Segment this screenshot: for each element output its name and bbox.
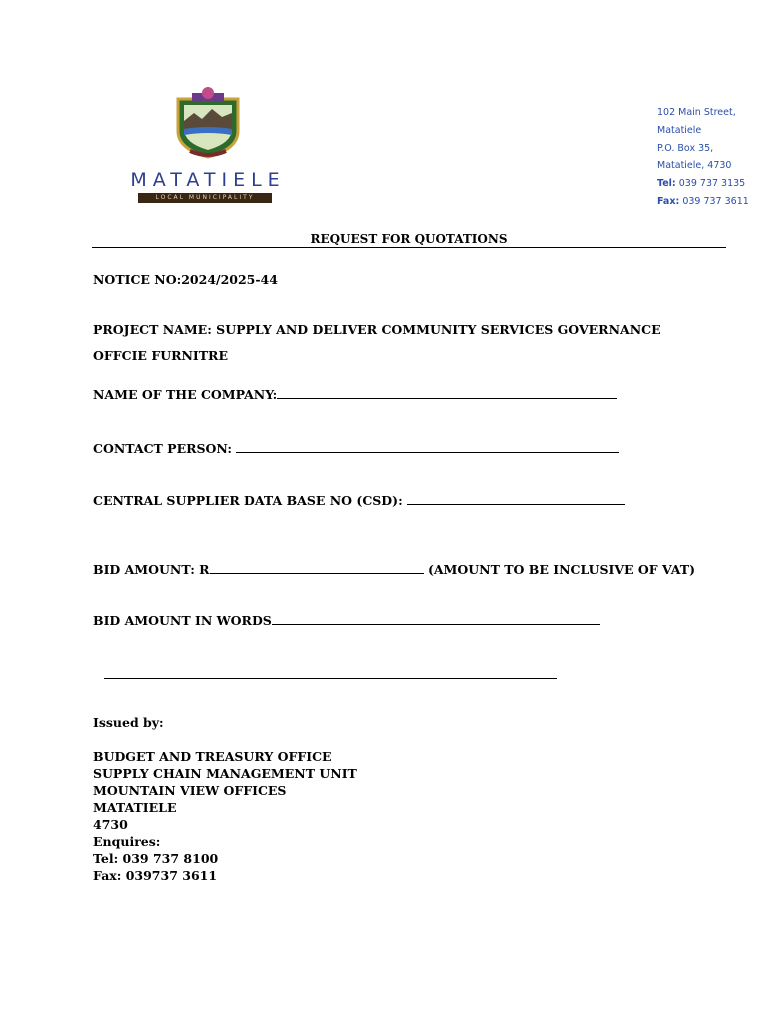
csd-row xyxy=(93,492,625,508)
issued-line-enquiries: Enquires: xyxy=(93,834,161,849)
issued-line-postcode: 4730 xyxy=(93,817,128,832)
crest-emblem-icon xyxy=(170,85,246,161)
address-tel xyxy=(657,175,749,193)
bid-amount-field[interactable] xyxy=(210,561,424,574)
bid-amount-note: (AMOUNT TO BE INCLUSIVE OF VAT) xyxy=(427,562,695,577)
title-rule xyxy=(92,232,726,248)
address-town: Matatiele xyxy=(657,124,702,136)
csd-label: CENTRAL SUPPLIER DATA BASE NO (CSD): xyxy=(93,493,403,508)
bid-words-continuation-field[interactable] xyxy=(104,666,557,679)
fax-label: Fax: xyxy=(657,195,680,207)
contact-person-field[interactable] xyxy=(236,440,619,453)
bid-words-label: BID AMOUNT IN WORDS xyxy=(93,613,272,628)
notice-number: NOTICE NO:2024/2025-44 xyxy=(93,272,278,287)
bid-words-row xyxy=(93,612,600,628)
issued-line-building: MOUNTAIN VIEW OFFICES xyxy=(93,783,287,798)
address-street: 102 Main Street, xyxy=(657,107,736,118)
bid-amount-row xyxy=(93,561,695,577)
issued-line-town: MATATIELE xyxy=(93,800,177,815)
csd-field[interactable] xyxy=(407,492,625,505)
municipality-logo xyxy=(108,85,308,207)
bid-words-field[interactable] xyxy=(272,612,600,625)
tel-value: 039 737 3135 xyxy=(678,178,746,190)
project-name-line1: PROJECT NAME: SUPPLY AND DELIVER COMMUNITY SERVICES GOVERNANCE xyxy=(93,322,661,337)
contact-person-label: CONTACT PERSON: xyxy=(93,441,233,456)
logo-name: MATATIELE xyxy=(130,169,286,191)
fax-value: 039 737 3611 xyxy=(682,195,749,207)
company-name-field[interactable] xyxy=(277,386,617,399)
bid-words-continuation xyxy=(104,666,557,682)
bid-amount-label: BID AMOUNT: R xyxy=(93,562,210,577)
address-block xyxy=(657,104,749,211)
address-town-code: Matatiele, 4730 xyxy=(657,160,732,172)
issued-by-heading: Issued by: xyxy=(93,715,164,730)
tel-label: Tel: xyxy=(657,178,676,190)
contact-person-row xyxy=(93,440,619,456)
issued-line-office: BUDGET AND TREASURY OFFICE xyxy=(93,749,332,764)
address-fax xyxy=(657,193,749,211)
issued-by-block xyxy=(93,748,357,884)
logo-subtitle: LOCAL MUNICIPALITY xyxy=(138,193,272,203)
company-name-label: NAME OF THE COMPANY: xyxy=(93,387,278,402)
issued-line-fax: Fax: 039737 3611 xyxy=(93,868,218,883)
issued-line-tel: Tel: 039 737 8100 xyxy=(93,851,219,866)
project-name-line2: OFFCIE FURNITRE xyxy=(93,348,228,363)
issued-line-unit: SUPPLY CHAIN MANAGEMENT UNIT xyxy=(93,766,357,781)
address-po-box: P.O. Box 35, xyxy=(657,142,714,154)
document-title: REQUEST FOR QUOTATIONS xyxy=(310,232,508,246)
company-name-row xyxy=(93,386,617,402)
